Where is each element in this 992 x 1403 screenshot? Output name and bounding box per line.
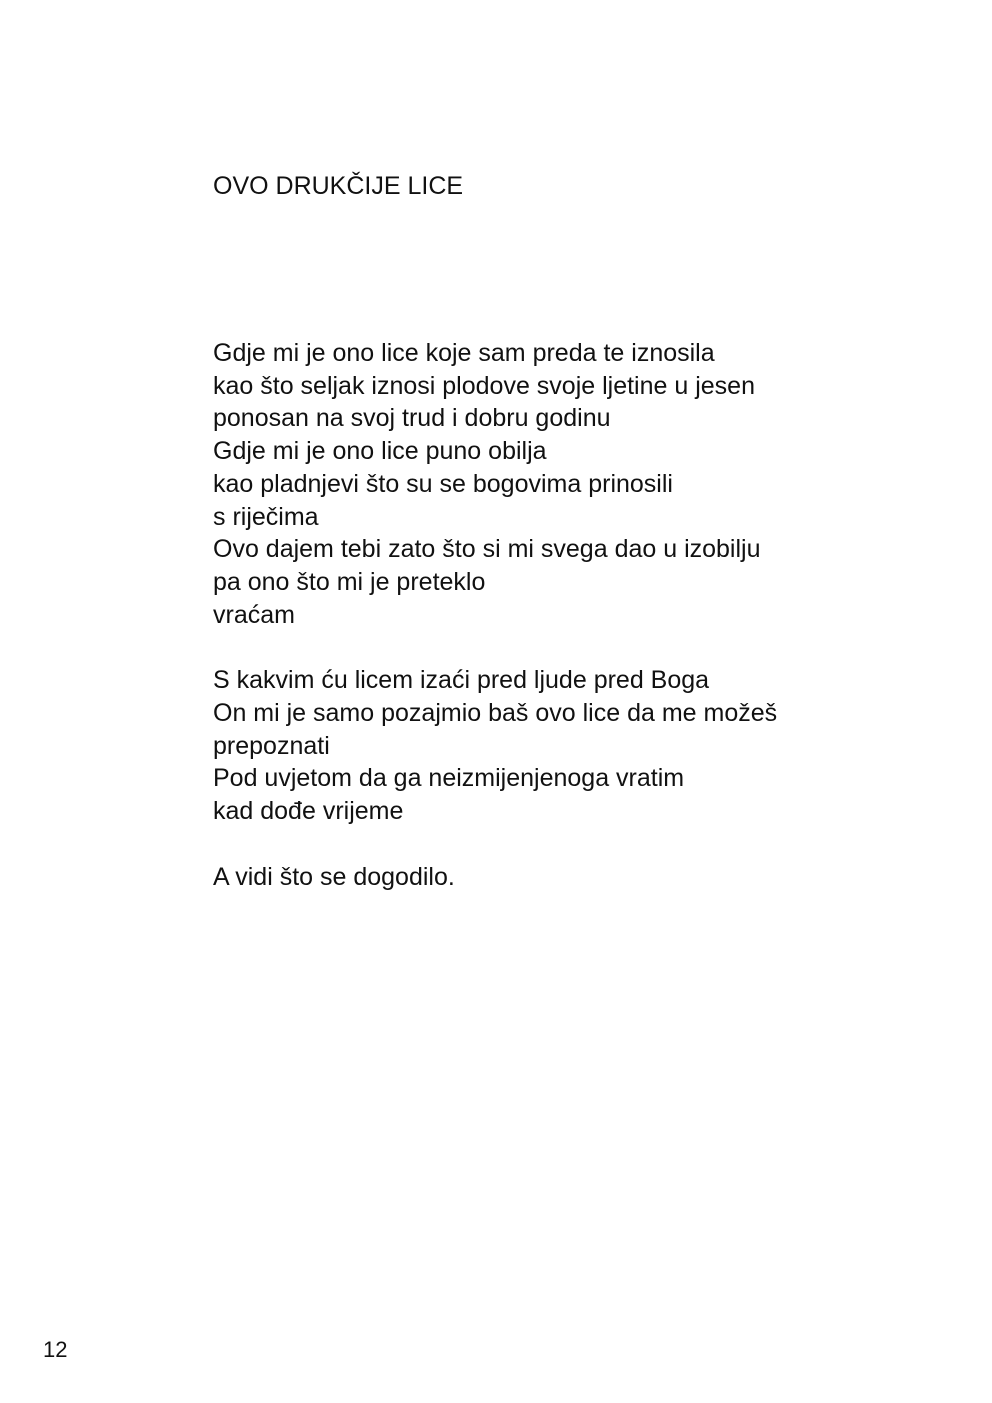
- poem-line: prepoznati: [213, 731, 330, 760]
- poem-line: Pod uvjetom da ga neizmijenjenoga vratim: [213, 764, 685, 793]
- poem-line: S kakvim ću licem izaći pred ljude pred Boga: [213, 666, 710, 695]
- poem-line: Gdje mi je ono lice puno obilja: [213, 437, 547, 466]
- poem-line: kad dođe vrijeme: [213, 797, 404, 826]
- poem-line: ponosan na svoj trud i dobru godinu: [213, 404, 611, 433]
- poem-line: kao što seljak iznosi plodove svoje ljetine u jesen: [213, 371, 755, 400]
- poem-line: vraćam: [213, 600, 295, 629]
- poem-line: Gdje mi je ono lice koje sam preda te iznosila: [213, 339, 715, 367]
- poem-line: On mi je samo pozajmio baš ovo lice da me možeš: [213, 699, 778, 728]
- poem-body: [213, 337, 913, 927]
- poem-line: A vidi što se dogodilo.: [213, 862, 455, 891]
- stanza-1: [213, 337, 913, 631]
- page-number: 12: [43, 1337, 68, 1362]
- poem-line: pa ono što mi je preteklo: [213, 567, 486, 596]
- poem-line: Ovo dajem tebi zato što si mi svega dao u izobilju: [213, 535, 761, 564]
- stanza-2: [213, 664, 913, 828]
- stanza-3: [213, 861, 913, 894]
- poem-line: s riječima: [213, 502, 319, 531]
- poem-line: kao pladnjevi što su se bogovima prinosili: [213, 469, 673, 498]
- poem-title: OVO DRUKČIJE LICE: [213, 172, 464, 200]
